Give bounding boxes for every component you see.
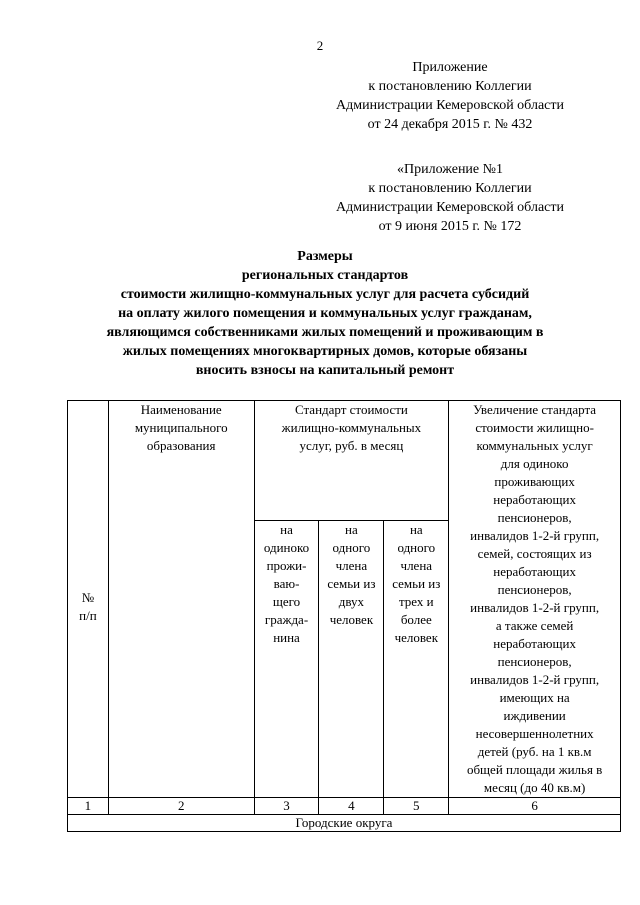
sub-header-three-plus: на одного члена семьи из трех и более человек: [384, 520, 449, 797]
appendix-line: к постановлению Коллегии: [368, 79, 532, 94]
document-title: [60, 247, 590, 380]
appendix-header-original: [300, 160, 600, 236]
appendix-header: [300, 58, 600, 134]
title-line: Размеры: [297, 249, 353, 264]
title-line: на оплату жилого помещения и коммунальных услуг гражданам,: [118, 306, 532, 321]
title-line: жилых помещениях многоквартирных домов, которые обязаны: [122, 344, 528, 359]
column-number: 6: [449, 798, 621, 815]
column-number: 5: [384, 798, 449, 815]
column-number: 1: [68, 798, 109, 815]
title-line: являющимся собственниками жилых помещений и проживающим в: [106, 325, 544, 340]
appendix-line: «Приложение №1: [397, 162, 503, 177]
col-municipality-header: Наименование муниципального образования: [108, 401, 254, 798]
col-number-header: № п/п: [68, 401, 109, 798]
appendix-line: Приложение: [412, 60, 488, 75]
section-row: [68, 815, 621, 832]
page-number: 2: [316, 38, 324, 53]
title-line: региональных стандартов: [241, 268, 409, 283]
appendix-line: от 24 декабря 2015 г. № 432: [367, 117, 533, 132]
col-standard-header: Стандарт стоимости жилищно-коммунальных услуг, руб. в месяц: [254, 401, 449, 521]
title-line: вносить взносы на капитальный ремонт: [195, 363, 455, 378]
column-number: 4: [319, 798, 384, 815]
column-number: 3: [254, 798, 319, 815]
appendix-line: от 9 июня 2015 г. № 172: [378, 219, 522, 234]
appendix-line: Администрации Кемеровской области: [336, 98, 564, 113]
column-number: 2: [108, 798, 254, 815]
appendix-line: к постановлению Коллегии: [368, 181, 532, 196]
sub-header-two-person: на одного члена семьи из двух человек: [319, 520, 384, 797]
column-numbers-row: [68, 798, 621, 815]
col-increase-header: Увеличение стандарта стоимости жилищно- коммунальных услуг для одиноко проживающих неработающих пенсионеров, инвалидов 1-2-й групп, семей, состоящих из неработающих пенсионеров, инвалидов 1-2-й групп, а также семей неработающих пенсионеров, инвалидов 1-2-й групп, имеющих на иждивении несовершеннолетних детей (руб. на 1 кв.м общей площади жилья в месяц (до 40 кв.м): [449, 401, 621, 798]
section-title: Городские округа: [68, 815, 621, 832]
standards-table: [67, 400, 621, 832]
table-header-row: [68, 401, 621, 521]
title-line: стоимости жилищно-коммунальных услуг для расчета субсидий: [120, 287, 530, 302]
sub-header-single: на одиноко прожи- ваю- щего гражда- нина: [254, 520, 319, 797]
appendix-line: Администрации Кемеровской области: [336, 200, 564, 215]
